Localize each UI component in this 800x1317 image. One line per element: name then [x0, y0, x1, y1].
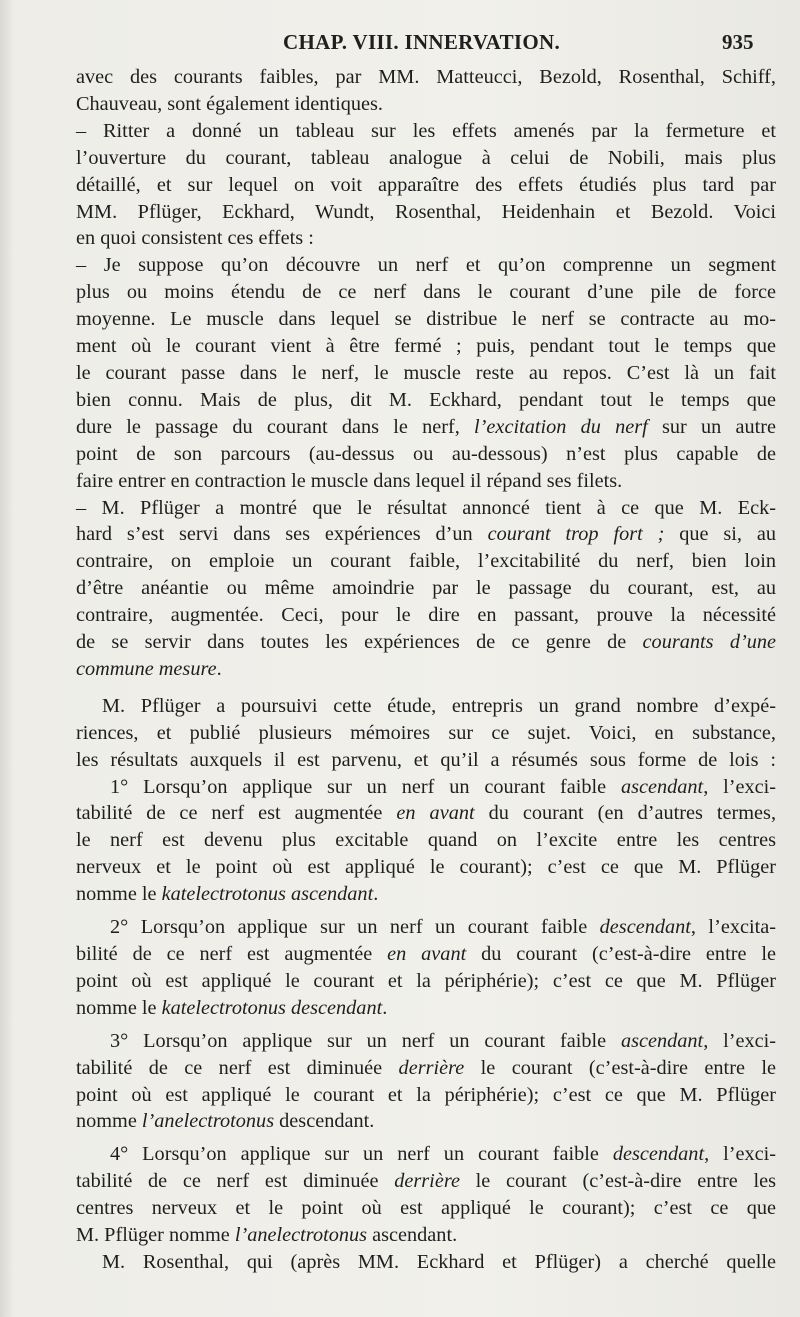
emphasis: l’anelectrotonus: [234, 1224, 368, 1247]
text-line: commune mesure.: [76, 657, 222, 680]
text-line: détaillé, et sur lequel on voit apparaître des effets étudiés plus tard par: [76, 173, 776, 196]
text-line: nerveux et le point où est appliqué le courant); c’est ce que M. Pflüger: [76, 856, 776, 879]
page-number: 935: [722, 30, 754, 54]
text-line: le nerf est devenu plus excitable quand on l’excite entre les centres: [76, 829, 776, 852]
emphasis: courant trop fort ;: [487, 523, 665, 546]
text-line: bilité de ce nerf est augmentée en avant du courant (c’est-à-dire entre le: [76, 943, 776, 965]
text-line: le courant passe dans le nerf, le muscle reste au repos. C’est là un fait: [76, 361, 776, 384]
paragraph-4: [76, 495, 776, 683]
text-line: 3° Lorsqu’on applique sur un nerf un courant faible ascendant, l’exci-: [110, 1029, 776, 1052]
text-line: point où est appliqué le courant et la périphérie); c’est ce que M. Pflüger: [76, 1083, 776, 1106]
text-line: centres nerveux et le point où est appliqué le courant); c’est ce que: [76, 1197, 776, 1220]
text-line: – Ritter a donné un tableau sur les effets amenés par la fermeture et: [76, 119, 776, 142]
emphasis: derrière: [398, 1056, 465, 1079]
text-line: faire entrer en contraction le muscle dans lequel il répand ses filets.: [76, 469, 623, 492]
text-line: d’être anéantie ou même amoindrie par le passage du courant, est, au: [76, 577, 776, 600]
text-line: contraire, augmentée. Ceci, pour le dire en passant, prouve la nécessité: [76, 604, 776, 627]
text-line: M. Pflüger a poursuivi cette étude, entrepris un grand nombre d’expé-: [102, 694, 776, 717]
text-line: point où est appliqué le courant et la périphérie); c’est ce que M. Pflüger: [76, 969, 776, 992]
law-3: [76, 1028, 776, 1136]
emphasis: derrière: [394, 1170, 460, 1193]
emphasis: ascendant: [620, 1029, 704, 1052]
text-line: 1° Lorsqu’on applique sur un nerf un courant faible ascendant, l’exci-: [110, 775, 776, 798]
text-line: dure le passage du courant dans le nerf, l’excitation du nerf sur un autre: [76, 415, 777, 438]
page-body: [76, 64, 776, 1276]
paragraph-2: [76, 118, 776, 253]
text-line: l’ouverture du courant, tableau analogue à celui de Nobili, mais plus: [76, 146, 776, 169]
text-line: M. Rosenthal, qui (après MM. Eckhard et Pflüger) a cherché quelle: [102, 1250, 776, 1273]
emphasis: l’anelectrotonus: [141, 1110, 275, 1133]
emphasis: l’excitation du nerf: [474, 415, 648, 438]
text-line: en quoi consistent ces effets :: [76, 227, 314, 250]
page-header: [0, 30, 800, 58]
emphasis: katelectrotonus ascendant: [161, 883, 374, 906]
running-title: CHAP. VIII. INNERVATION.: [283, 30, 561, 54]
law-1: [76, 774, 776, 909]
text-line: de se servir dans toutes les expériences de ce genre de courants d’une: [76, 631, 776, 654]
text-line: nomme le katelectrotonus descendant.: [76, 996, 388, 1019]
text-line: tabilité de ce nerf est diminuée derrière le courant (c’est-à-dire entre le: [76, 1056, 776, 1079]
emphasis: en avant: [387, 943, 467, 965]
text-line: Chauveau, sont également identiques.: [76, 92, 383, 115]
text-line: hard s’est servi dans ses expériences d’un courant trop fort ; que si, au: [76, 523, 776, 546]
emphasis: commune mesure: [76, 657, 217, 680]
text-line: moyenne. Le muscle dans lequel se distribue le nerf se contracte au mo-: [76, 308, 776, 331]
emphasis: descendant: [612, 1143, 705, 1166]
text-line: nomme l’anelectrotonus descendant.: [76, 1110, 375, 1133]
paragraph-5: [76, 693, 776, 774]
text-line: ment où le courant vient à être fermé ; puis, pendant tout le temps que: [76, 335, 776, 358]
text-line: 2° Lorsqu’on applique sur un nerf un courant faible descendant, l’excita-: [110, 916, 776, 939]
text-line: – Je suppose qu’on découvre un nerf et qu’on comprenne un segment: [76, 254, 776, 277]
text-line: tabilité de ce nerf est diminuée derrière le courant (c’est-à-dire entre les: [76, 1170, 776, 1193]
text-line: – M. Pflüger a montré que le résultat annoncé tient à ce que M. Eck-: [76, 496, 776, 519]
emphasis: katelectrotonus descendant: [161, 996, 383, 1019]
paragraph-3: [76, 252, 776, 494]
text-line: contraire, on emploie un courant faible, l’excitabilité du nerf, bien loin: [76, 550, 776, 573]
text-line: tabilité de ce nerf est augmentée en avant du courant (en d’autres termes,: [76, 802, 777, 825]
emphasis: ascendant: [620, 775, 704, 798]
text-line: avec des courants faibles, par MM. Matteucci, Bezold, Rosenthal, Schiff,: [76, 66, 776, 88]
text-line: 4° Lorsqu’on applique sur un nerf un courant faible descendant, l’exci-: [110, 1143, 777, 1166]
paragraph-gap: [76, 683, 776, 693]
text-line: plus ou moins étendu de ce nerf dans le courant d’une pile de force: [76, 281, 776, 304]
emphasis: courants d’une: [642, 631, 776, 654]
paragraph-1: [76, 64, 776, 118]
emphasis: descendant: [599, 916, 691, 939]
emphasis: en avant: [396, 802, 475, 825]
text-line: M. Pflüger nomme l’anelectrotonus ascendant.: [76, 1224, 458, 1247]
text-line: les résultats auxquels il est parvenu, et qu’il a résumés sous forme de lois :: [76, 748, 776, 771]
text-line: point de son parcours (au-dessus ou au-dessous) n’est plus capable de: [76, 442, 776, 465]
text-line: riences, et publié plusieurs mémoires sur ce sujet. Voici, en substance,: [76, 721, 776, 744]
law-4: [76, 1141, 776, 1249]
text-line: bien connu. Mais de plus, dit M. Eckhard, pendant tout le temps que: [76, 388, 776, 411]
text-line: MM. Pflüger, Eckhard, Wundt, Rosenthal, Heidenhain et Bezold. Voici: [76, 200, 776, 223]
paragraph-last: [76, 1249, 776, 1276]
text-line: nomme le katelectrotonus ascendant.: [76, 883, 379, 906]
law-2: [76, 914, 776, 1022]
